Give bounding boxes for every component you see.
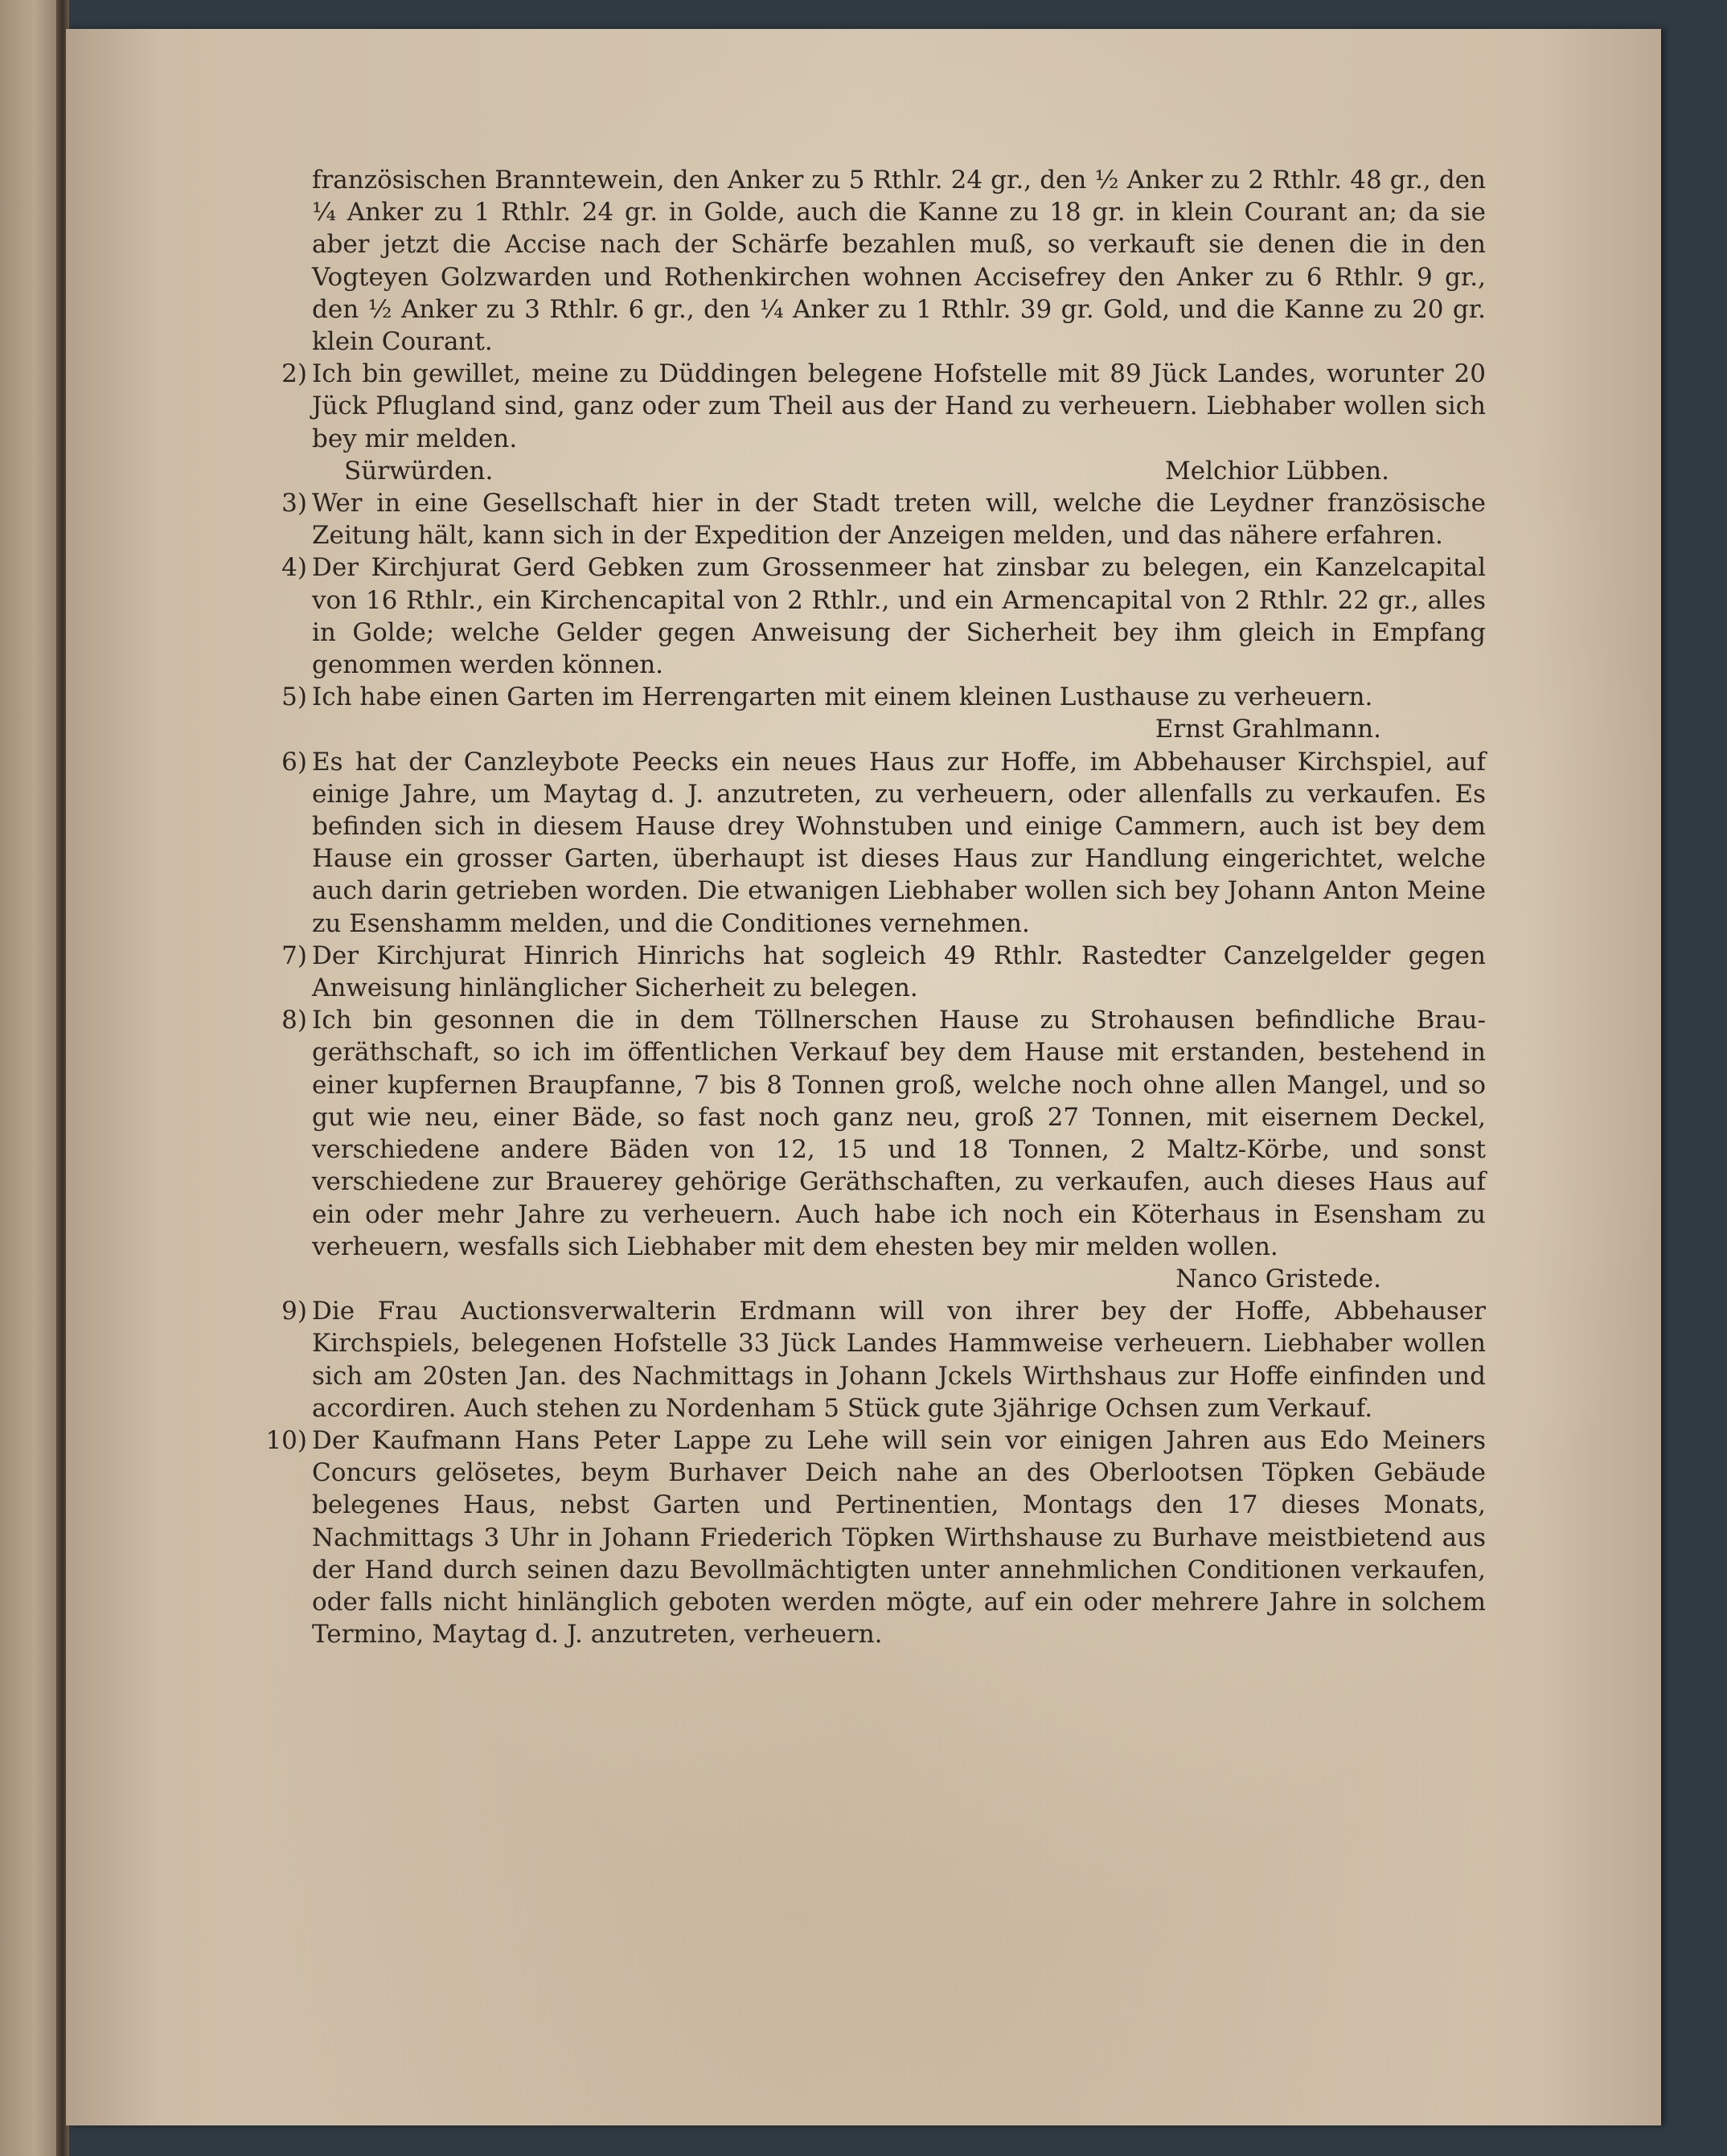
entry-5 [281, 681, 1486, 745]
entry-text: Ich bin gewillet, meine zu Düddingen belegene Hofstelle mit 89 Jück Landes, worunter 20 Jück Pflugland sind, ganz oder zum Theil aus der Hand zu verheuern. Liebhaber wollen sich bey mir melden. [312, 359, 1486, 453]
entry-signature [312, 455, 1486, 487]
entry-signature [312, 1263, 1486, 1295]
entry-text: Der Kirchjurat Gerd Gebken zum Grossenmeer hat zinsbar zu belegen, ein Kanzelcapital von 16 Rthlr., ein Kirchencapital von 2 Rthlr., und ein Armencapital von 2 Rthlr. 22 gr., alles in Golde; welche Gelder gegen Anweisung der Sicherheit bey ihm gleich in Empfang genommen werden können. [312, 553, 1486, 680]
entry-1-continuation [312, 164, 1486, 358]
signature-name: Melchior Lübben. [1165, 456, 1389, 486]
entry-6 [281, 746, 1486, 940]
entry-text: Die Frau Auctionsverwalterin Erdmann will von ihrer bey der Hoffe, Abbehauser Kirchspiels, belegenen Hofstelle 33 Jück Landes Hammweise verheuern. Liebhaber wollen sich am 20sten Jan. des Nachmittags in Johann Jckels Wirthshaus zur Hoffe einfinden und accordiren. Auch stehen zu Nordenham 5 Stück gute 3jährige Ochsen zum Verkauf. [312, 1297, 1486, 1423]
entry-text: französischen Branntewein, den Anker zu 5 Rthlr. 24 gr., den ½ Anker zu 2 Rthlr. 48 gr., den ¼ Anker zu 1 Rthlr. 24 gr. in Golde, auch die Kanne zu 18 gr. in klein Courant an; da sie aber jetzt die Accise nach der Schärfe bezahlen muß, so verkauft sie denen die in den Vogteyen Golzwarden und Rothenkirchen wohnen Accisefrey den Anker zu 6 Rthlr. 9 gr., den ½ Anker zu 3 Rthlr. 6 gr., den ¼ Anker zu 1 Rthlr. 39 gr. Gold, und die Kanne zu 20 gr. klein Courant. [312, 166, 1486, 357]
entry-4 [281, 551, 1486, 681]
entry-number: 3) [281, 489, 307, 519]
left-page-edge [0, 0, 63, 2156]
entry-text: Ich habe einen Garten im Herrengarten mit einem kleinen Lusthause zu verheuern. [312, 682, 1373, 712]
entry-signature [312, 713, 1486, 745]
entry-text: Der Kirchjurat Hinrich Hinrichs hat sogleich 49 Rthlr. Rastedter Canzelgelder gegen Anweisung hinlänglicher Sicherheit zu belegen. [312, 941, 1486, 1003]
entry-3 [281, 487, 1486, 551]
entry-9 [281, 1295, 1486, 1424]
entry-number: 9) [281, 1297, 307, 1326]
entry-text: Der Kaufmann Hans Peter Lappe zu Lehe will sein vor einigen Jahren aus Edo Meiners Concurs gelösetes, beym Burhaver Deich nahe an des Oberlootsen Töpken Gebäude belegenes Haus, nebst Garten und Pertinentien, Montags den 17 dieses Monats, Nachmittags 3 Uhr in Johann Friederich Töpken Wirthshause zu Burhave meistbietend aus der Hand durch seinen dazu Bevollmächtigten unter annehmlichen Conditionen verkaufen, oder falls nicht hinlänglich geboten werden mögte, auf ein oder mehrere Jahre in solchem Termino, Maytag d. J. anzutreten, verheuern. [312, 1425, 1486, 1650]
entry-7 [281, 940, 1486, 1004]
entry-number: 8) [281, 1006, 307, 1035]
signature-name: Ernst Grahlmann. [1155, 715, 1381, 744]
entry-8 [281, 1004, 1486, 1295]
entry-number: 2) [281, 359, 307, 389]
entry-number: 5) [281, 682, 307, 712]
entry-10 [265, 1424, 1486, 1650]
document-page [66, 29, 1661, 2125]
entry-2 [281, 358, 1486, 487]
entry-number: 4) [281, 553, 307, 583]
page-text [265, 164, 1486, 1650]
entry-number: 10) [265, 1425, 307, 1455]
entry-text: Es hat der Canzleybote Peecks ein neues Haus zur Hoffe, im Abbehauser Kirchspiel, auf einige Jahre, um Maytag d. J. anzutreten, zu verheuern, oder allenfalls zu verkaufen. Es befinden sich in diesem Hause drey Wohnstuben und einige Cammern, auch ist bey dem Hause ein grosser Garten, überhaupt ist dieses Haus zur Handlung eingerichtet, welche auch darin getrieben worden. Die etwanigen Liebhaber wollen sich bey Johann Anton Meine zu Esenshamm melden, und die Conditiones vernehmen. [312, 747, 1486, 938]
entry-number: 6) [281, 747, 307, 777]
entry-text: Wer in eine Gesellschaft hier in der Stadt treten will, welche die Leydner französische Zeitung hält, kann sich in der Expedition der Anzeigen melden, und das nähere erfahren. [312, 489, 1486, 551]
entry-text: Ich bin gesonnen die in dem Töllnerschen Hause zu Strohausen befindliche Brau-geräthschaft, so ich im öffentlichen Verkauf bey dem Hause mit erstanden, bestehend in einer kupfernen Braupfanne, 7 bis 8 Tonnen groß, welche noch ohne allen Mangel, und so gut wie neu, einer Bäde, so fast noch ganz neu, groß 27 Tonnen, mit eisernem Deckel, verschiedene andere Bäden von 12, 15 und 18 Tonnen, 2 Maltz-Körbe, und sonst verschiedene zur Brauerey gehörige Geräthschaften, zu verkaufen, auch dieses Haus auf ein oder mehr Jahre zu verheuern. Auch habe ich noch ein Köterhaus in Esensham zu verheuern, wesfalls sich Liebhaber mit dem ehesten bey mir melden wollen. [312, 1006, 1486, 1261]
signature-name: Nanco Gristede. [1175, 1264, 1381, 1293]
entry-number: 7) [281, 941, 307, 970]
signature-place: Sürwürden. [344, 456, 494, 486]
